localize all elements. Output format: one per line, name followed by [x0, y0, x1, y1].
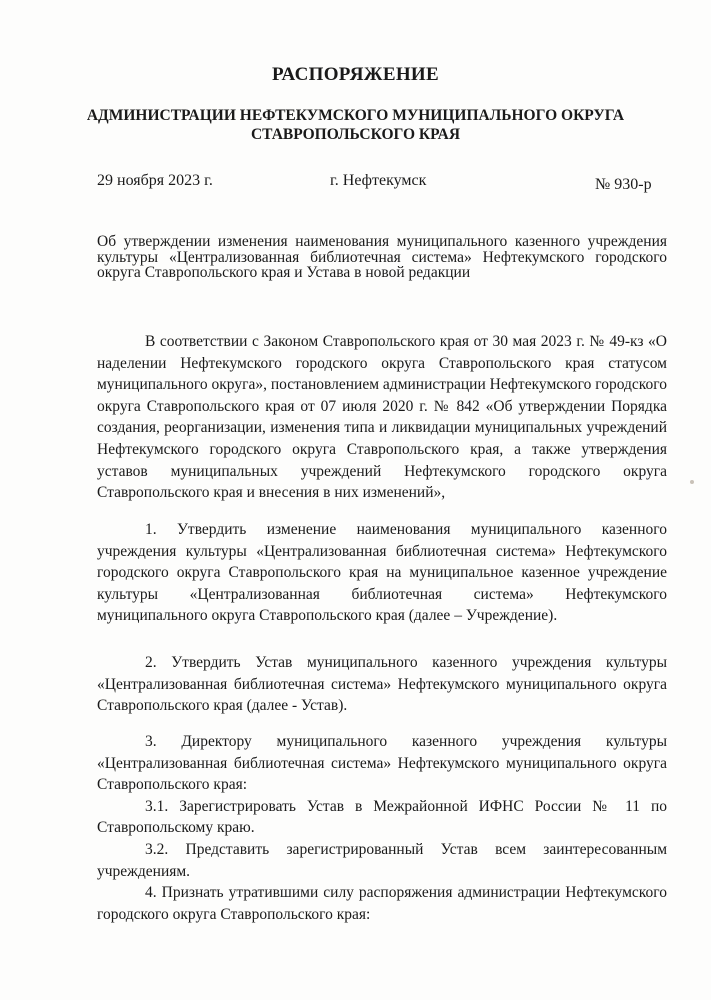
document-number: № 930-р	[595, 176, 652, 193]
document-title: РАСПОРЯЖЕНИЕ	[272, 64, 439, 85]
clause-3	[97, 731, 667, 882]
organization-line-2: СТАВРОПОЛЬСКОГО КРАЯ	[250, 126, 461, 143]
clause-3-1-text: 3.1. Зарегистрировать Устав в Межрайонной ИФНС России № 11 по Ставропольскому краю.	[97, 797, 667, 837]
clause-3-2-text: 3.2. Представить зарегистрированный Устав всем заинтересованным учреждениям.	[97, 840, 667, 880]
clause-1-text: 1. Утвердить изменение наименования муниципального казенного учреждения культуры «Централизованная библиотечная система» Нефтекумского городского округа Ставропольского края на муниципальное казенное учреждение культуры «Централизованная библиотечная система» Нефтекумского муниципального округа Ставропольского края (далее – Учреждение).	[97, 521, 667, 625]
clause-3-text: 3. Директору муниципального казенного учреждения культуры «Централизованная библиотечная система» Нефтекумского муниципального округа Ставропольского края:	[97, 733, 667, 794]
preamble	[97, 331, 667, 504]
clause-4-text: 4. Признать утратившими силу распоряжения администрации Нефтекумского городского округа Ставропольского края:	[97, 884, 667, 923]
clause-2-text: 2. Утвердить Устав муниципального казенного учреждения культуры «Централизованная библиотечная система» Нефтекумского муниципального округа Ставропольского края (далее - Устав).	[97, 654, 667, 715]
document-subject: Об утверждении изменения наименования муниципального казенного учреждения культуры «Централизованная библиотечная система» Нефтекумского городского округа Ставропольского края и Устава в новой редакции	[97, 233, 667, 281]
preamble-text: В соответствии с Законом Ставропольского края от 30 мая 2023 г. № 49-кз «О наделении Нефтекумского городского округа Ставропольского края статусом муниципального округа», постановлением администрации Нефтекумского городского округа Ставропольского края от 07 июля 2020 г. № 842 «Об утверждении Порядка создания, реорганизации, изменения типа и ликвидации муниципальных учреждений Нефтекумского городского округа Ставропольского края, а также утверждения уставов муниципальных учреждений Нефтекумского городского округа Ставропольского края и внесения в них изменений»,	[97, 333, 667, 502]
organization-line-1: АДМИНИСТРАЦИИ НЕФТЕКУМСКОГО МУНИЦИПАЛЬНОГО ОКРУГА	[86, 107, 625, 124]
clause-1	[97, 519, 667, 627]
document-date: 29 ноября 2023 г.	[97, 172, 213, 189]
clause-4	[97, 882, 667, 925]
document-city: г. Нефтекумск	[330, 172, 427, 189]
scan-speck	[690, 480, 694, 484]
issuing-organization	[60, 106, 651, 144]
clause-2	[97, 652, 667, 717]
